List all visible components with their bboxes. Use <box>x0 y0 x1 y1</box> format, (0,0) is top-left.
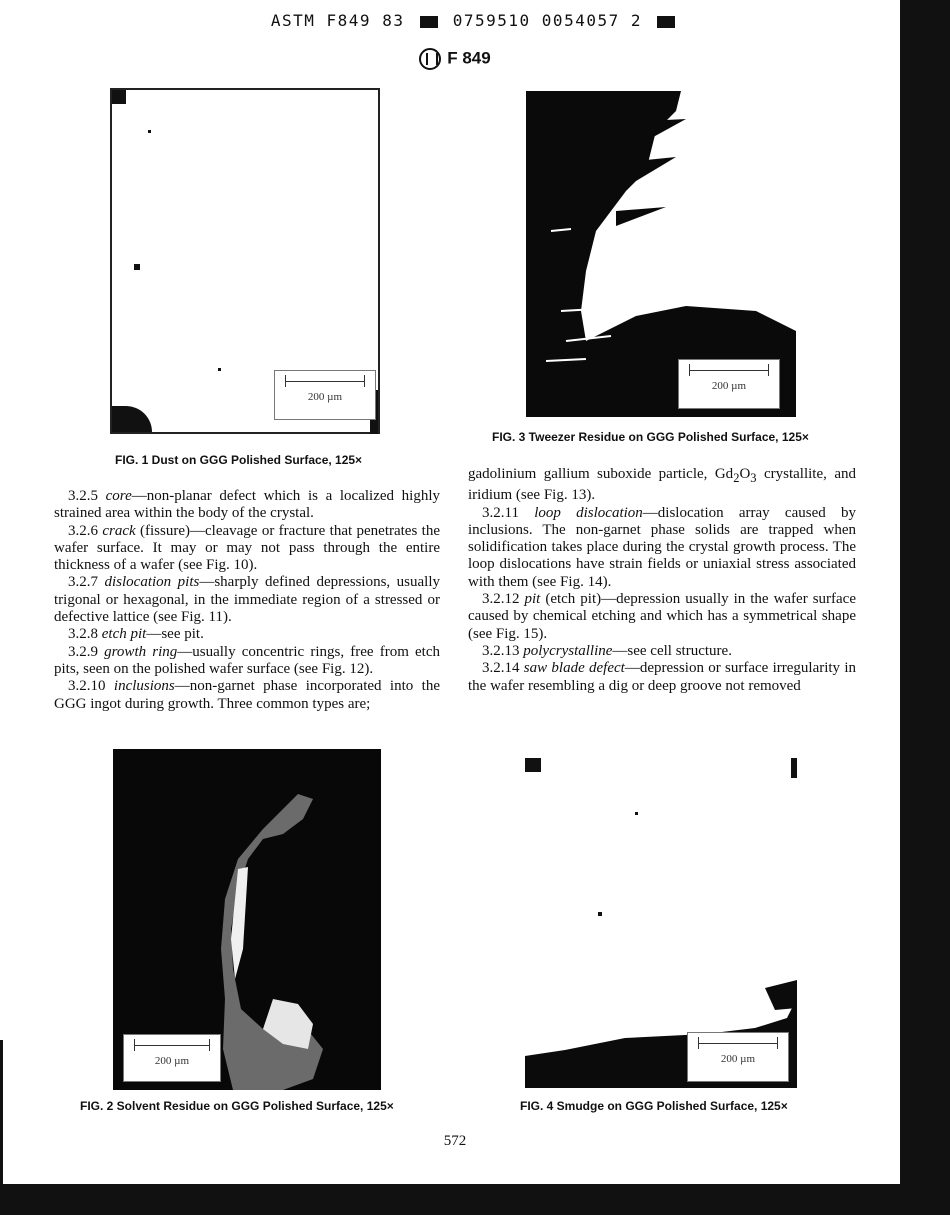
standard-designation <box>0 48 910 70</box>
document-code-line <box>0 11 950 30</box>
scan-edge-right <box>900 0 950 1215</box>
scan-edge-bottom <box>0 1184 950 1215</box>
fig2-scale-label: 200 µm <box>154 1055 190 1067</box>
fig2-caption: FIG. 2 Solvent Residue on GGG Polished Surface, 125× <box>80 1099 394 1113</box>
black-mark <box>657 16 675 28</box>
document-code-right: 0759510 0054057 2 <box>452 11 642 30</box>
fig4-photo <box>525 758 797 1088</box>
page-number: 572 <box>443 1133 467 1149</box>
scan-edge-left <box>0 1040 3 1190</box>
fig2-photo <box>113 749 381 1090</box>
fig1-scale-label: 200 µm <box>307 391 343 403</box>
fig4-caption: FIG. 4 Smudge on GGG Polished Surface, 125× <box>520 1099 788 1113</box>
fig4-scale-bar <box>687 1032 789 1082</box>
right-column-text <box>468 466 856 695</box>
document-code-left: ASTM F849 83 <box>270 11 405 30</box>
left-column-text <box>54 488 440 713</box>
astm-logo-icon <box>419 48 441 70</box>
para-3-2-6: 3.2.6 crack (fissure)—cleavage or fracture that penetrates the wafer surface. It may or may not pass through the entire thickness of a wafer (see Fig. 10). <box>54 522 440 574</box>
para-3-2-5: 3.2.5 core—non-planar defect which is a localized highly strained area within the body of the crystal. <box>54 488 440 522</box>
fig3-scale-bar <box>678 359 780 409</box>
para-3-2-9: 3.2.9 growth ring—usually concentric rings, free from etch pits, seen on the polished wafer surface (see Fig. 12). <box>54 643 440 677</box>
fig3-scale-label: 200 µm <box>711 380 747 392</box>
para-3-2-12: 3.2.12 pit (etch pit)—depression usually in the wafer surface caused by chemical etching and which has a symmetrical shape (see Fig. 15). <box>468 591 856 642</box>
para-inclusions-continued: gadolinium gallium suboxide particle, $Gd_2O_3$ crystallite, and iridium (see Fig. 13). <box>468 466 856 504</box>
fig1-caption: FIG. 1 Dust on GGG Polished Surface, 125× <box>115 453 363 467</box>
fig3-caption: FIG. 3 Tweezer Residue on GGG Polished Surface, 125× <box>492 430 809 444</box>
para-3-2-14: 3.2.14 saw blade defect—depression or surface irregularity in the wafer resembling a dig or deep groove not removed <box>468 660 856 694</box>
para-3-2-7: 3.2.7 dislocation pits—sharply defined depressions, usually trigonal or hexagonal, in the immediate region of a stressed or defective lattice (see Fig. 11). <box>54 574 440 626</box>
designation-text: F 849 <box>447 48 491 68</box>
fig1-scale-bar <box>274 370 376 420</box>
fig1-photo <box>110 88 380 434</box>
para-3-2-10: 3.2.10 inclusions—non-garnet phase incorporated into the GGG ingot during growth. Three common types are; <box>54 678 441 712</box>
para-3-2-11: 3.2.11 loop dislocation—dislocation array caused by inclusions. The non-garnet phase solids are trapped when solidification takes place during the crystal growth process. The loop dislocations have strain fields or uniaxial stress associated with them (see Fig. 14). <box>468 504 856 590</box>
fig4-scale-label: 200 µm <box>720 1053 756 1065</box>
black-mark <box>420 16 438 28</box>
para-3-2-8: 3.2.8 etch pit—see pit. <box>68 626 204 643</box>
para-3-2-13: 3.2.13 polycrystalline—see cell structure. <box>482 642 732 659</box>
fig3-photo <box>526 91 796 417</box>
fig2-scale-bar <box>123 1034 221 1082</box>
